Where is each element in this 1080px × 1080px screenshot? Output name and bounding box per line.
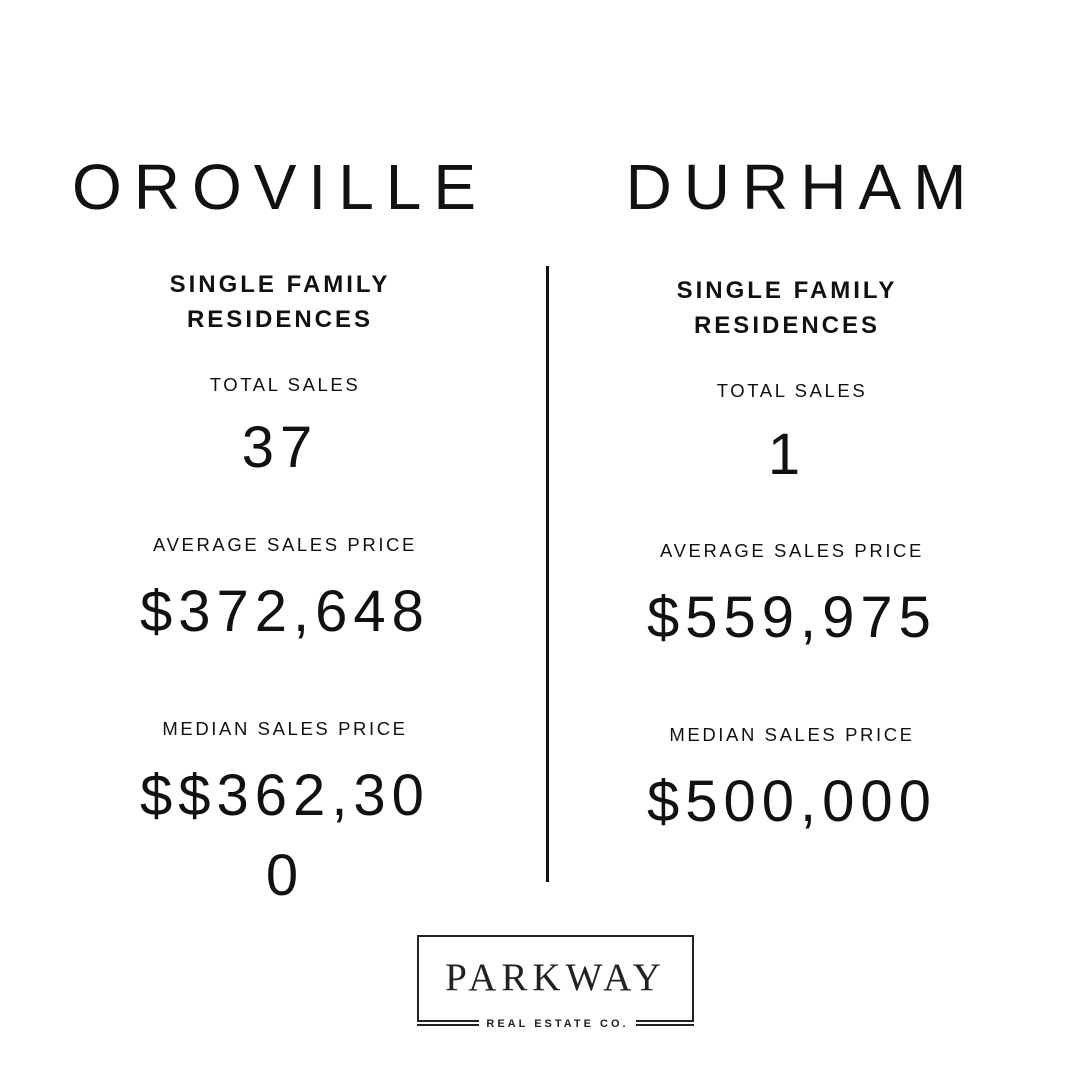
logo-rule-right <box>632 1024 694 1026</box>
durham-average-price-value: $559,975 <box>647 585 937 650</box>
oroville-median-price-line1: $$362,30 <box>140 763 430 828</box>
oroville-median-price-label: MEDIAN SALES PRICE <box>162 718 408 739</box>
durham-category <box>617 273 957 343</box>
oroville-median-price-line2: 0 <box>265 843 305 908</box>
logo-rule-left <box>417 1024 479 1026</box>
oroville-category-line2: RESIDENCES <box>186 306 374 333</box>
oroville-average-price-value: $372,648 <box>140 579 430 644</box>
city-title-durham: DURHAM <box>625 151 979 223</box>
oroville-median-price-value <box>115 756 455 916</box>
durham-total-sales-label: TOTAL SALES <box>716 380 868 401</box>
durham-median-price-value: $500,000 <box>647 769 937 834</box>
parkway-logo <box>417 935 694 1030</box>
durham-category-line1: SINGLE FAMILY <box>676 277 898 304</box>
oroville-category <box>110 267 450 337</box>
logo-tagline: REAL ESTATE CO. <box>479 1016 636 1032</box>
durham-median-price-label: MEDIAN SALES PRICE <box>669 724 915 745</box>
durham-category-line2: RESIDENCES <box>693 312 881 339</box>
oroville-average-price-label: AVERAGE SALES PRICE <box>153 534 417 555</box>
column-divider <box>546 266 549 882</box>
durham-total-sales-value: 1 <box>767 422 807 487</box>
oroville-total-sales-label: TOTAL SALES <box>209 374 361 395</box>
oroville-category-line1: SINGLE FAMILY <box>169 271 391 298</box>
city-title-oroville: OROVILLE <box>71 151 489 223</box>
oroville-total-sales-value: 37 <box>241 415 319 480</box>
logo-name: PARKWAY <box>445 956 666 999</box>
durham-average-price-label: AVERAGE SALES PRICE <box>660 540 924 561</box>
